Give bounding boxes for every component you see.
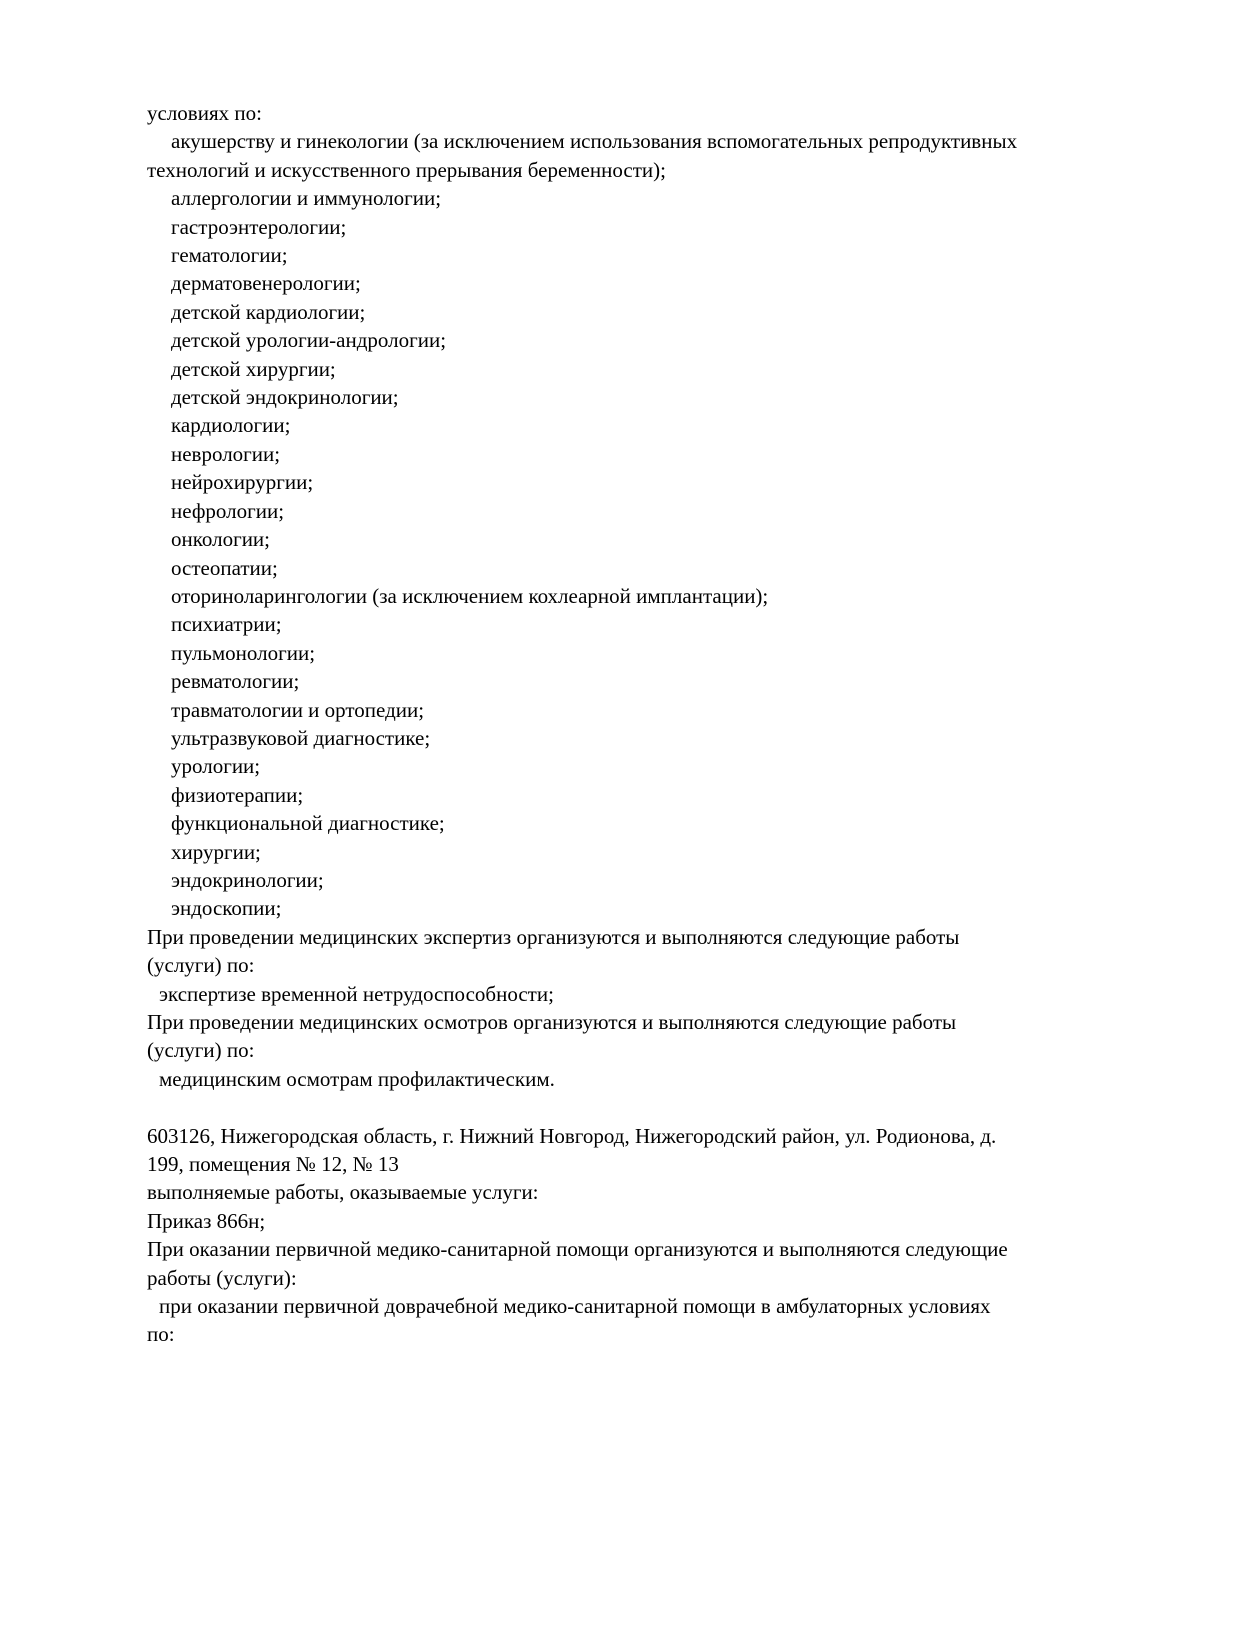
text-line: остеопатии;: [171, 555, 278, 580]
text-line: детской кардиологии;: [171, 299, 366, 324]
text-line: эндоскопии;: [171, 896, 282, 921]
text-line: акушерству и гинекологии (за исключением использования вспомогательных репродуктивных: [171, 129, 1018, 154]
text-line: нейрохирургии;: [171, 470, 314, 495]
text-line: (услуги) по:: [147, 953, 255, 978]
text-line: функциональной диагностике;: [171, 811, 445, 836]
text-line: при оказании первичной доврачебной медико-санитарной помощи в амбулаторных условиях: [159, 1294, 991, 1319]
text-line: детской хирургии;: [171, 356, 336, 381]
text-line: При проведении медицинских осмотров организуются и выполняются следующие работы: [147, 1010, 957, 1034]
text-line: технологий и искусственного прерывания беременности);: [147, 157, 666, 182]
text-line: психиатрии;: [171, 612, 282, 637]
text-line: аллергологии и иммунологии;: [171, 186, 442, 211]
blank-line: [147, 1093, 1137, 1121]
text-line: дерматовенерологии;: [171, 271, 361, 296]
text-line: выполняемые работы, оказываемые услуги:: [147, 1180, 539, 1205]
text-line: гастроэнтерологии;: [171, 214, 347, 239]
document-body: [147, 99, 1137, 1349]
text-line: физиотерапии;: [171, 782, 304, 807]
text-line: урологии;: [171, 754, 261, 779]
text-line: детской урологии-андрологии;: [171, 328, 447, 353]
text-line: детской эндокринологии;: [171, 385, 399, 410]
text-line: неврологии;: [171, 441, 281, 466]
text-line: условиях по:: [147, 101, 262, 125]
text-line: (услуги) по:: [147, 1038, 255, 1063]
text-line: хирургии;: [171, 839, 261, 864]
text-line: гематологии;: [171, 243, 288, 268]
text-line: онкологии;: [171, 527, 271, 552]
text-line: кардиологии;: [171, 413, 291, 438]
text-line: При проведении медицинских экспертиз организуются и выполняются следующие работы: [147, 924, 960, 949]
text-line: медицинским осмотрам профилактическим.: [159, 1066, 555, 1091]
text-line: по:: [147, 1322, 175, 1347]
text-line: пульмонологии;: [171, 640, 316, 665]
text-line: Приказ 866н;: [147, 1208, 266, 1233]
text-line: ревматологии;: [171, 669, 300, 694]
text-line: 199, помещения № 12, № 13: [147, 1152, 399, 1177]
text-line: оториноларингологии (за исключением кохлеарной имплантации);: [171, 583, 769, 608]
text-line: нефрологии;: [171, 498, 285, 523]
text-line: При оказании первичной медико-санитарной помощи организуются и выполняются следующие: [147, 1237, 1008, 1262]
text-line: 603126, Нижегородская область, г. Нижний Новгород, Нижегородский район, ул. Родионова, д.: [147, 1123, 997, 1148]
text-line: ультразвуковой диагностике;: [171, 725, 431, 750]
text-line: травматологии и ортопедии;: [171, 697, 425, 722]
text-line: работы (услуги):: [147, 1265, 297, 1290]
text-line: экспертизе временной нетрудоспособности;: [159, 981, 554, 1006]
text-line: эндокринологии;: [171, 867, 324, 892]
